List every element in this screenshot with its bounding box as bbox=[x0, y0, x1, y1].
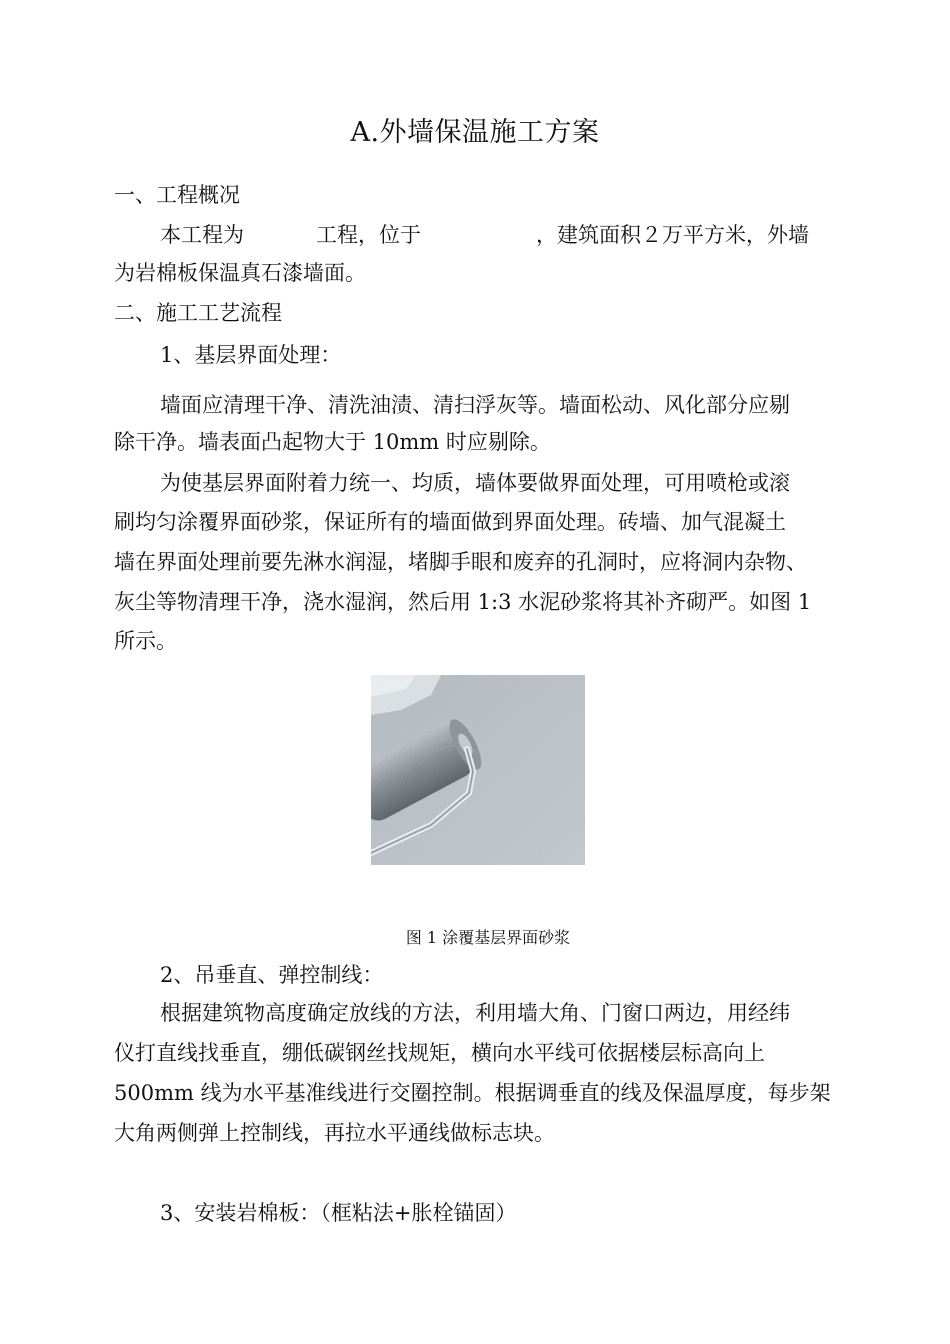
step1-paragraph2-line: 灰尘等物清理干净，浇水湿润，然后用 1:3 水泥砂浆将其补齐砌严。如图 1 bbox=[114, 590, 812, 614]
step2-heading: 2、吊垂直、弹控制线： bbox=[160, 963, 384, 987]
step2-paragraph-line: 根据建筑物高度确定放线的方法，利用墙大角、门窗口两边，用经纬 bbox=[160, 1001, 790, 1025]
step2-paragraph-line: 500mm 线为水平基准线进行交圈控制。根据调垂直的线及保温厚度，每步架 bbox=[114, 1081, 831, 1105]
step1-paragraph2-line: 所示。 bbox=[114, 629, 177, 653]
section-heading-overview: 一、工程概况 bbox=[114, 183, 240, 207]
step1-paragraph1-line: 墙面应清理干净、清洗油渍、清扫浮灰等。墙面松动、风化部分应剔 bbox=[160, 393, 790, 417]
step1-paragraph2-line: 墙在界面处理前要先淋水润湿，堵脚手眼和废弃的孔洞时，应将洞内杂物、 bbox=[114, 550, 807, 574]
step1-paragraph1-line: 除干净。墙表面凸起物大于 10mm 时应剔除。 bbox=[114, 430, 551, 454]
step3-heading: 3、安装岩棉板：（框粘法+胀栓锚固） bbox=[160, 1201, 517, 1225]
step1-paragraph2-line: 刷均匀涂覆界面砂浆，保证所有的墙面做到界面处理。砖墙、加气混凝土 bbox=[114, 510, 786, 534]
step2-paragraph-line: 仪打直线找垂直，绷低碳钢丝找规矩，横向水平线可依据楼层标高向上 bbox=[114, 1041, 765, 1065]
document-title: A.外墙保温施工方案 bbox=[350, 117, 600, 148]
figure1-roller-image bbox=[371, 675, 585, 865]
step2-paragraph-line: 大角两侧弹上控制线，再拉水平通线做标志块。 bbox=[114, 1121, 555, 1145]
overview-text-b: 工程，位于 bbox=[316, 223, 421, 247]
figure1-caption: 图 1 涂覆基层界面砂浆 bbox=[405, 928, 571, 947]
section-heading-process: 二、施工工艺流程 bbox=[114, 301, 282, 325]
overview-text-a: 本工程为 bbox=[160, 223, 244, 247]
step1-paragraph2-line: 为使基层界面附着力统一、均质，墙体要做界面处理，可用喷枪或滚 bbox=[160, 471, 790, 495]
overview-text-c: ，建筑面积２万平方米，外墙 bbox=[536, 223, 809, 247]
overview-text-line2: 为岩棉板保温真石漆墙面。 bbox=[114, 261, 366, 285]
step1-heading: 1、基层界面处理： bbox=[160, 343, 342, 367]
